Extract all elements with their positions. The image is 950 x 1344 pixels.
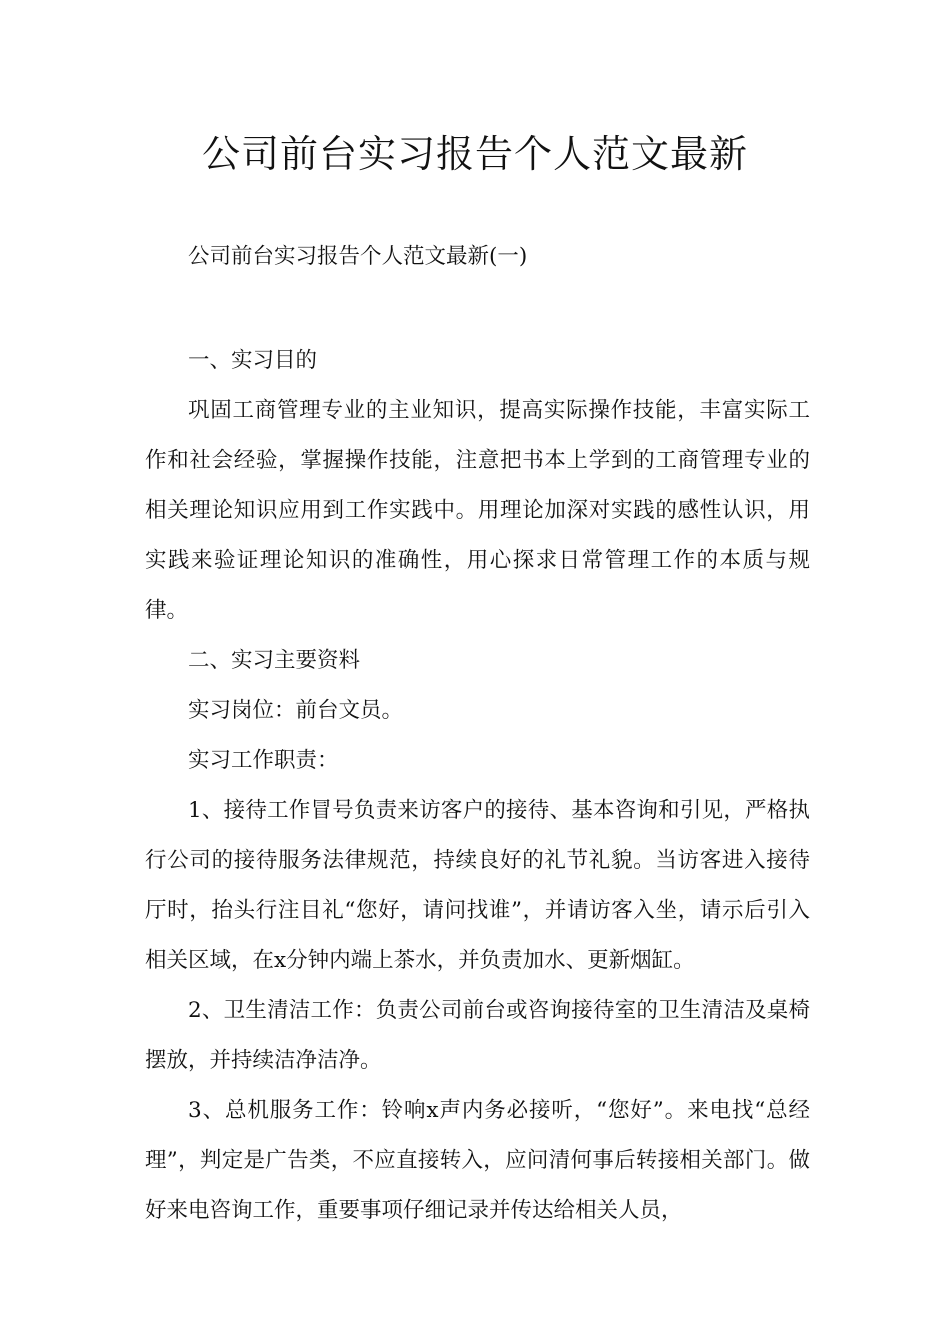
paragraph-duty-reception: 1、接待工作冒号负责来访客户的接待、基本咨询和引见，严格执行公司的接待服务法律规范，持续良好的礼节礼貌。当访客进入接待厅时，抬头行注目礼“您好，请问找谁”，并请访客入坐，请示后引入相关区域，在x分钟内端上茶水，并负责加水、更新烟缸。 <box>145 798 810 973</box>
paragraph-position: 实习岗位：前台文员。 <box>188 698 404 723</box>
paragraph-duty-switchboard: 3、总机服务工作：铃响x声内务必接听，“您好”。来电找“总经理”，判定是广告类，不应直接转入，应问清何事后转接相关部门。做好来电咨询工作，重要事项仔细记录并传达给相关人员， <box>145 1098 810 1223</box>
paragraph-purpose: 巩固工商管理专业的主业知识，提高实际操作技能，丰富实际工作和社会经验，掌握操作技能，注意把书本上学到的工商管理专业的相关理论知识应用到工作实践中。用理论加深对实践的感性认识，用实践来验证理论知识的准确性，用心探求日常管理工作的本质与规律。 <box>145 398 810 623</box>
document-body <box>145 232 810 1236</box>
paragraph-duty-cleaning: 2、卫生清洁工作：负责公司前台或咨询接待室的卫生清洁及桌椅摆放，并持续洁净洁净。 <box>145 998 810 1073</box>
paragraph-duties-heading: 实习工作职责： <box>188 748 339 773</box>
section-heading-content: 二、实习主要资料 <box>188 648 361 673</box>
document-subtitle: 公司前台实习报告个人范文最新(一) <box>188 244 528 269</box>
section-heading-purpose: 一、实习目的 <box>188 348 318 373</box>
document-title: 公司前台实习报告个人范文最新 <box>201 132 748 176</box>
